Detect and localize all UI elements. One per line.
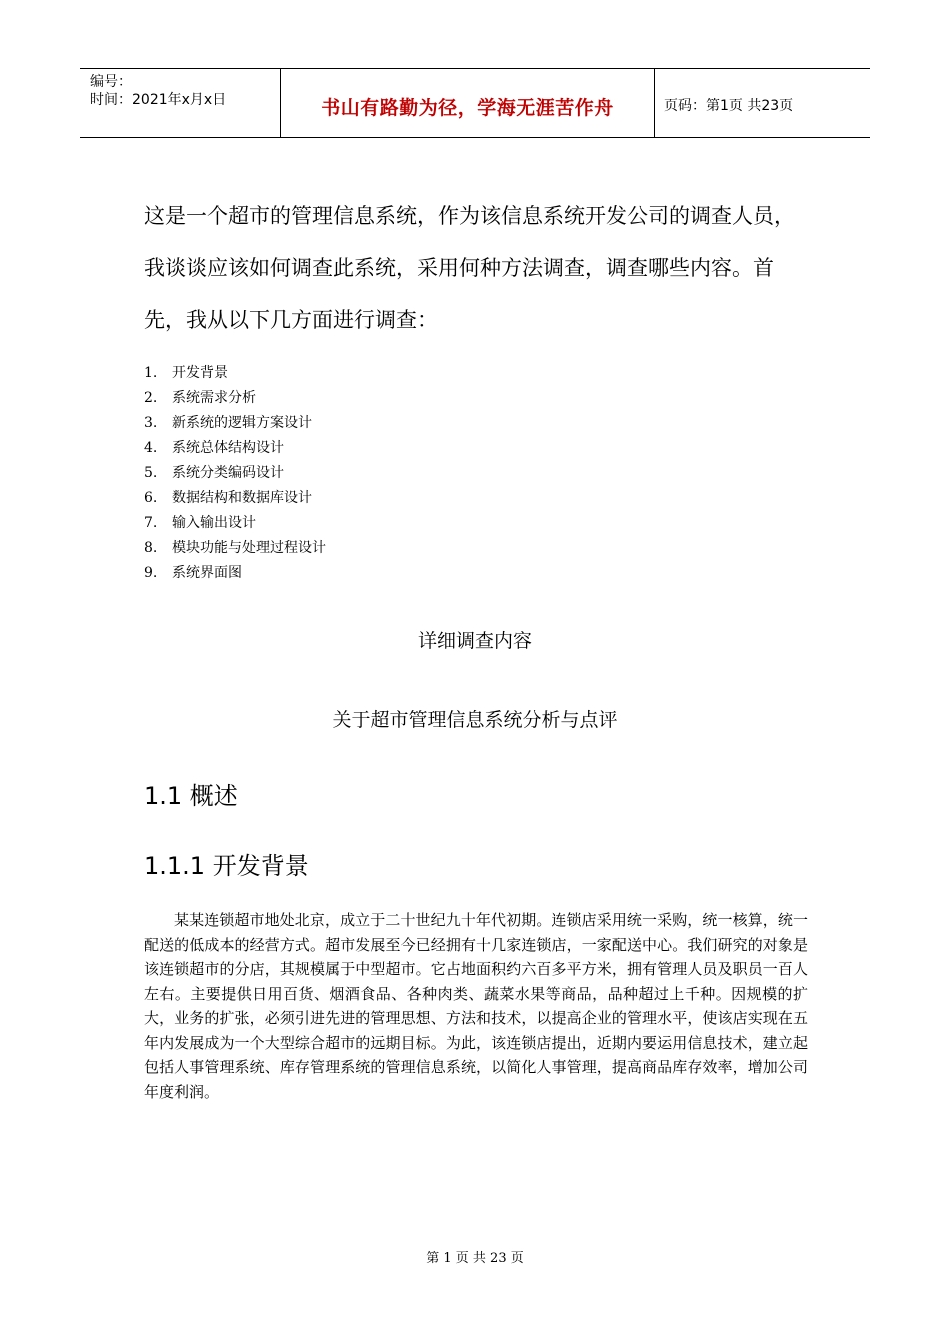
list-item bbox=[144, 511, 326, 536]
list-item-label: 模块功能与处理过程设计 bbox=[172, 540, 326, 556]
list-item-label: 系统界面图 bbox=[172, 565, 242, 581]
page-footer: 第 1 页 共 23 页 bbox=[426, 1251, 524, 1266]
heading-1-1: 1.1 概述 bbox=[144, 782, 238, 810]
heading-1-1-1: 1.1.1 开发背景 bbox=[144, 852, 309, 880]
list-item-number: 2. bbox=[144, 390, 158, 406]
list-item-label: 开发背景 bbox=[172, 365, 228, 381]
list-item-number: 7. bbox=[144, 515, 158, 531]
section-title: 详细调查内容 bbox=[417, 630, 532, 652]
header-page-code: 页码：第1页 共23页 bbox=[664, 98, 794, 114]
list-item bbox=[144, 386, 326, 411]
document-code-label: 编号： bbox=[90, 74, 132, 90]
list-item-label: 新系统的逻辑方案设计 bbox=[172, 415, 312, 431]
header-info-cell bbox=[80, 69, 280, 137]
list-item-number: 6. bbox=[144, 490, 158, 506]
survey-item-list bbox=[144, 361, 326, 586]
list-item bbox=[144, 436, 326, 461]
list-item-label: 系统需求分析 bbox=[172, 390, 256, 406]
header-motto-cell bbox=[280, 69, 655, 137]
list-item-number: 3. bbox=[144, 415, 158, 431]
list-item bbox=[144, 561, 326, 586]
list-item-number: 1. bbox=[144, 365, 158, 381]
header-motto: 书山有路勤为径，学海无涯苦作舟 bbox=[321, 97, 614, 119]
list-item bbox=[144, 536, 326, 561]
list-item-number: 9. bbox=[144, 565, 158, 581]
background-paragraph: 某某连锁超市地处北京，成立于二十世纪九十年代初期。连锁店采用统一采购，统一核算，统一配送的低成本的经营方式。超市发展至今已经拥有十几家连锁店，一家配送中心。我们研究的对象是该连锁超市的分店，其规模属于中型超市。它占地面积约六百多平方米，拥有管理人员及职员一百人左右。主要提供日用百货、烟酒食品、各种肉类、蔬菜水果等商品，品种超过上千种。因规模的扩大，业务的扩张，必须引进先进的管理思想、方法和技术，以提高企业的管理水平，使该店实现在五年内发展成为一个大型综合超市的远期目标。为此，该连锁店提出，近期内要运用信息技术，建立起包括人事管理系统、库存管理系统的管理信息系统，以简化人事管理，提高商品库存效率，增加公司年度利润。 bbox=[144, 911, 808, 1101]
list-item bbox=[144, 486, 326, 511]
page-header bbox=[80, 68, 870, 138]
header-page-cell bbox=[654, 69, 870, 137]
list-item-number: 4. bbox=[144, 440, 158, 456]
list-item-label: 输入输出设计 bbox=[172, 515, 256, 531]
list-item-number: 5. bbox=[144, 465, 158, 481]
list-item bbox=[144, 461, 326, 486]
list-item bbox=[144, 411, 326, 436]
list-item-number: 8. bbox=[144, 540, 158, 556]
document-date-label: 时间：2021年x月x日 bbox=[90, 92, 227, 108]
list-item-label: 数据结构和数据库设计 bbox=[172, 490, 312, 506]
list-item-label: 系统总体结构设计 bbox=[172, 440, 284, 456]
list-item-label: 系统分类编码设计 bbox=[172, 465, 284, 481]
intro-paragraph: 这是一个超市的管理信息系统，作为该信息系统开发公司的调查人员，我谈谈应该如何调查此系统，采用何种方法调查，调查哪些内容。首先，我从以下几方面进行调查： bbox=[144, 204, 795, 332]
document-subtitle: 关于超市管理信息系统分析与点评 bbox=[332, 709, 618, 731]
list-item bbox=[144, 361, 326, 386]
